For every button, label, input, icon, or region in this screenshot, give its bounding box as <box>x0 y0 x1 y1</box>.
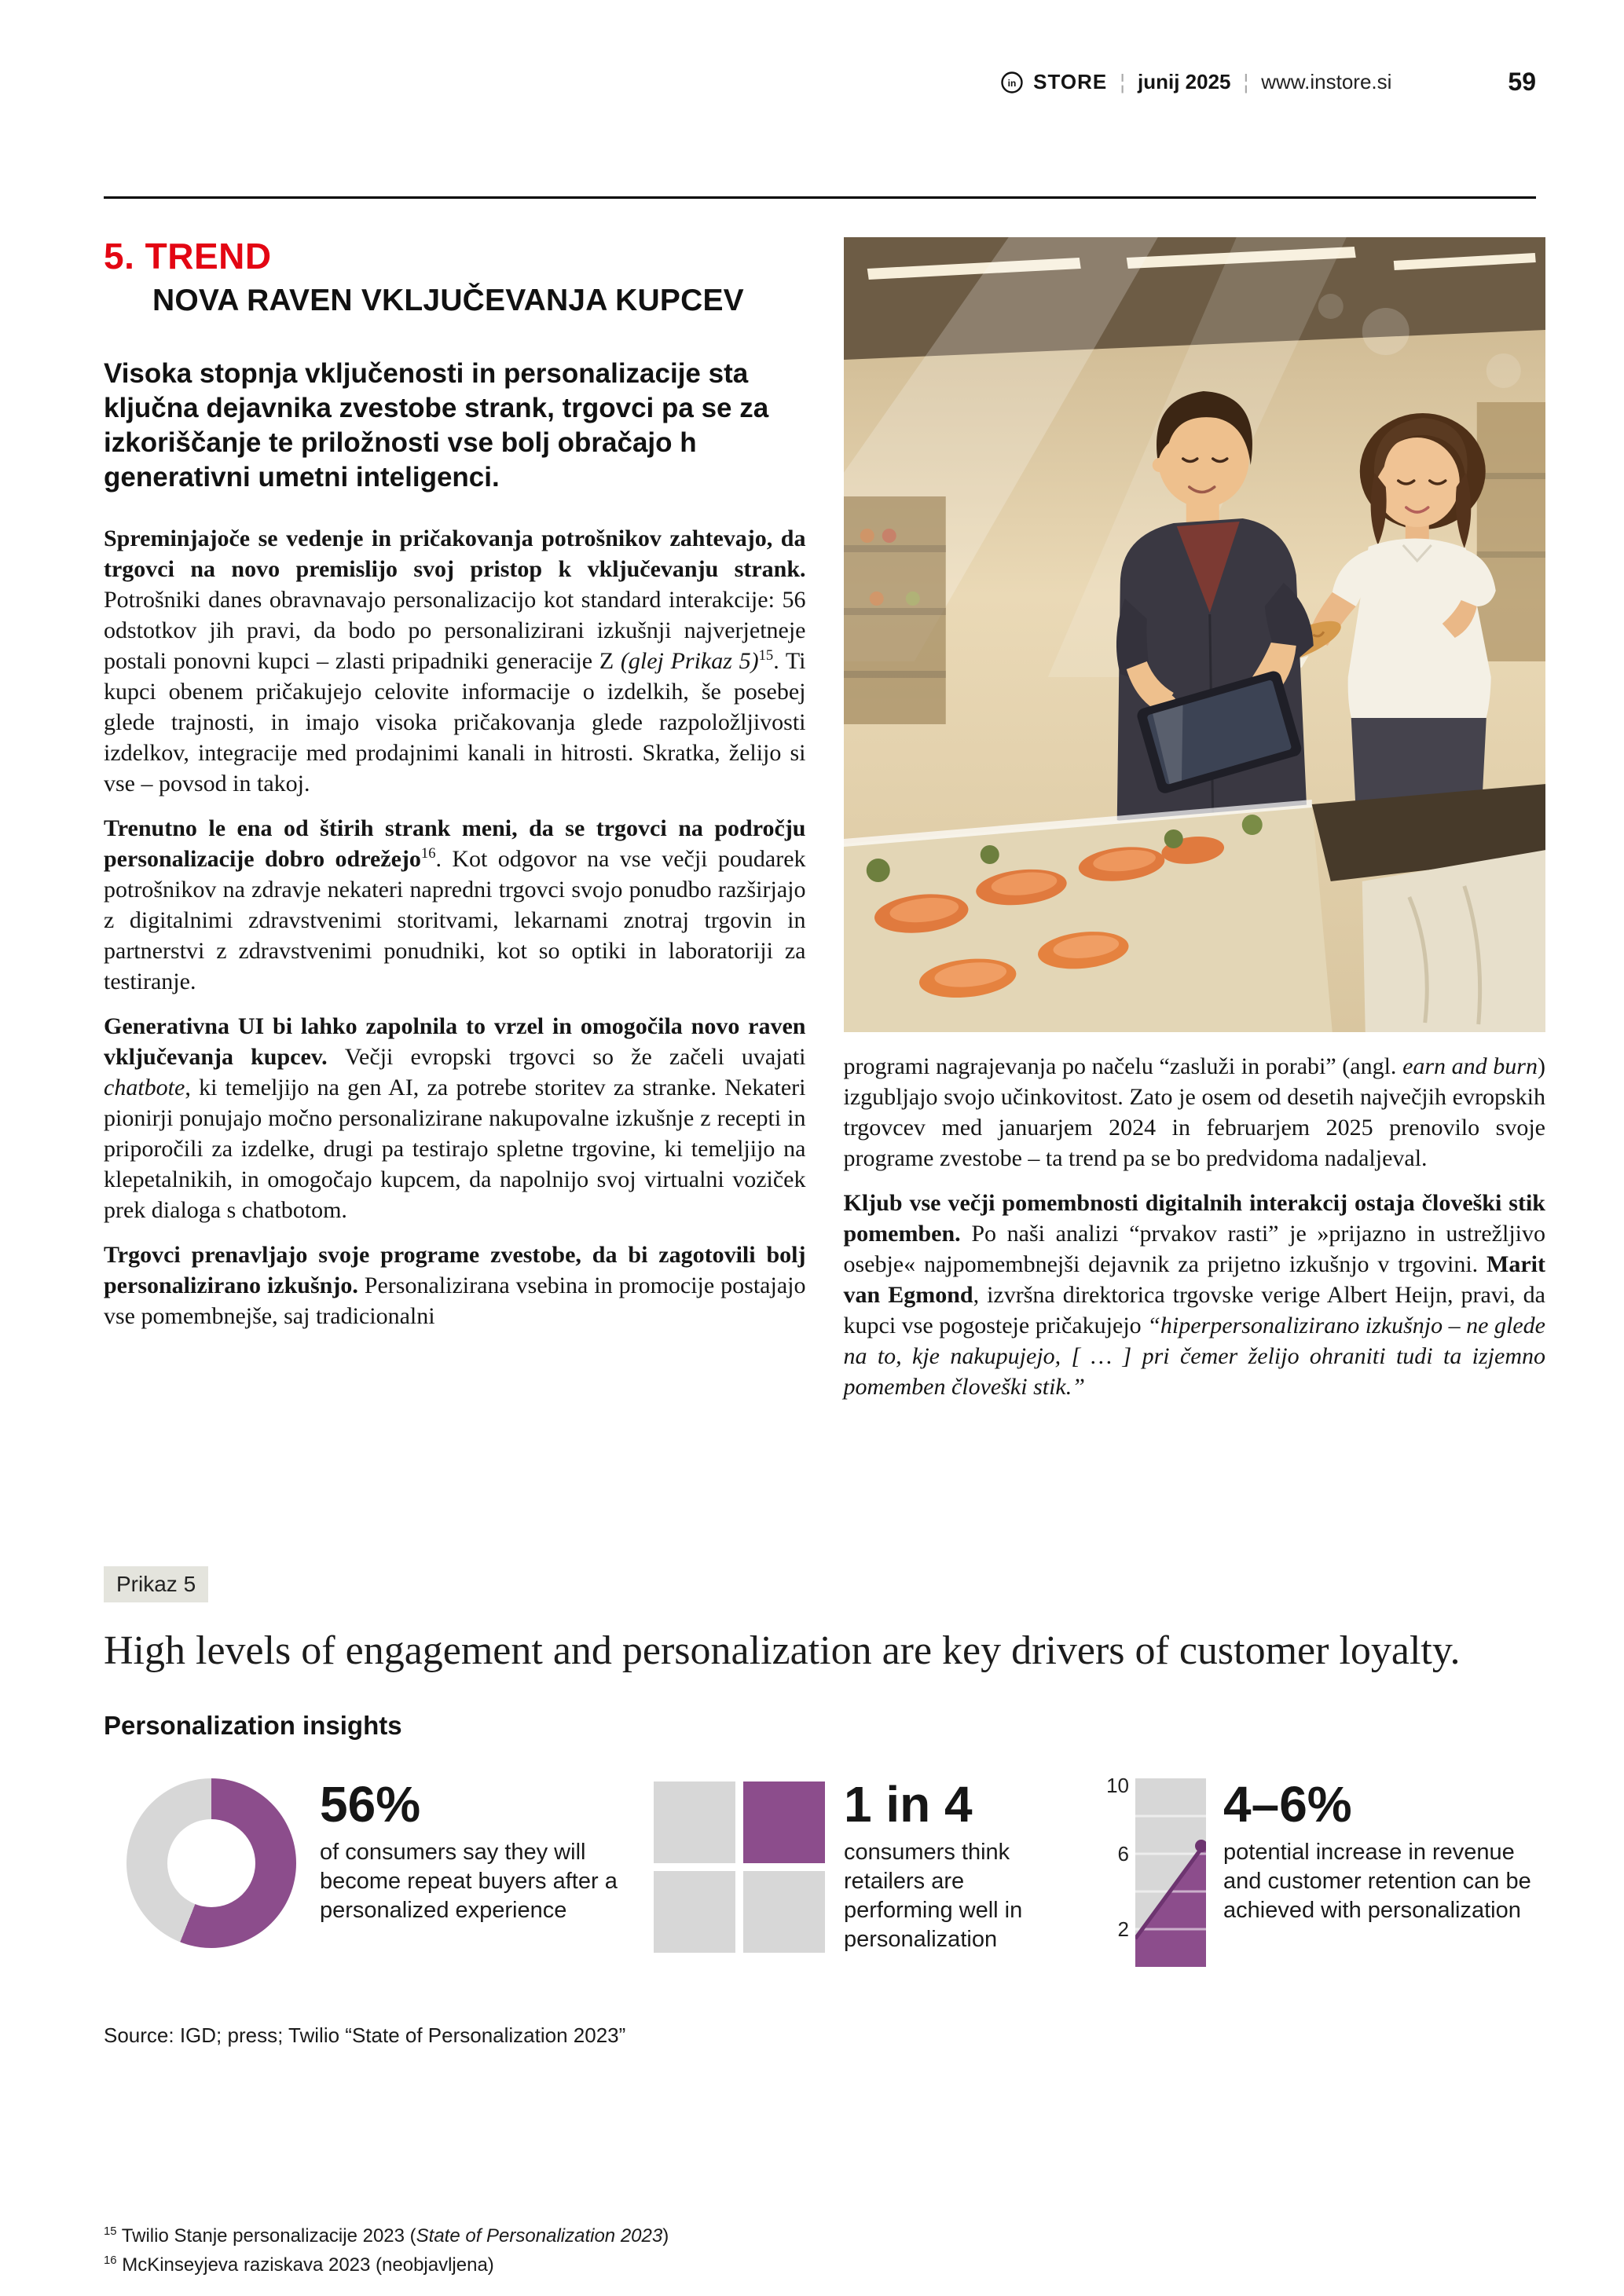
stat-description: of consumers say they will become repeat buyers after a personalized experience <box>320 1840 618 1923</box>
growth-chart <box>1135 1778 1206 1967</box>
page-number: 59 <box>1508 68 1536 96</box>
footnote: $^{15}$ Twilio Stanje personalizacije 2023 (State of Personalization 2023) <box>104 2225 669 2247</box>
stat-revenue-increase <box>1088 1774 1545 1967</box>
stat-description: potential increase in revenue and customer retention can be achieved with personalization <box>1223 1840 1531 1923</box>
article-paragraph: Trgovci prenavljajo svoje programe zvestobe, da bi zagotovili bolj personalizirano izkušnjo. Personalizirana vsebina in promocije postajajo vse pomembnejše, saj tradicionalni <box>104 1242 806 1329</box>
masthead-url: www.instore.si <box>1261 70 1392 93</box>
grid-cell <box>654 1871 735 1953</box>
stat-text <box>844 1776 1072 1954</box>
store-illustration <box>844 237 1546 1032</box>
article-right-column <box>844 236 1546 1416</box>
article-left-column <box>104 236 806 1416</box>
stat-value: 56% <box>320 1776 421 1833</box>
stat-repeat-buyers <box>126 1778 634 1948</box>
stats-row <box>104 1774 1545 1979</box>
growth-chart-wrap <box>1088 1774 1206 1967</box>
section-kicker: 5. TREND <box>104 236 272 276</box>
stat-value: 4–6% <box>1223 1776 1352 1833</box>
stat-description: consumers think retailers are performing well in personalization <box>844 1840 1023 1952</box>
article-paragraph: Spreminjajoče se vedenje in pričakovanja potrošnikov zahtevajo, da trgovci na novo premislijo svoj pristop k vključevanju strank. Potrošniki danes obravnavajo personalizacijo kot standard interakcije: 56 odstotkov jih pravi, da bodo po personalizirani izkušnji najverjetneje postali ponovni kupci – zlasti pripadniki generacije Z (glej Prikaz 5)$^{15}$. Ti kupci obenem pričakujejo celovite informacije o izdelkih, še posebej glede trajnosti, in imajo visoka pričakovanja glede razpoložljivosti izdelkov, integracije med prodajnimi kanali in hitrosti. Skratka, želijo si vse – povsod in takoj. <box>104 525 806 796</box>
axis-tick-label: 10 <box>1106 1774 1129 1797</box>
masthead-brand-group <box>1000 70 1391 94</box>
exhibit-title: High levels of engagement and personalization are key drivers of customer loyalty. <box>104 1628 1461 1673</box>
article-lead: Visoka stopnja vključenosti in personalizacije sta ključna dejavnika zvestobe strank, trgovci pa se za izkoriščanje te priložnosti vse bolj obračajo h generativni umetni inteligenci. <box>104 358 769 493</box>
exhibit-label: Prikaz 5 <box>104 1566 208 1602</box>
article-paragraph: Trenutno le ena od štirih strank meni, da se trgovci na področju personalizacije dobro odrežejo$^{16}$. Kot odgovor na vse večji poudarek potrošnikov na zdravje nekateri napredni trgovci svojo ponudbo razširjajo z digitalnimi zdravstvenimi storitvami, lekarnami znotraj trgovin in partnerstvi z zdravstvenimi ponudniki, kot so optiki in laboratoriji za testiranje. <box>104 815 806 994</box>
axis-tick-label: 6 <box>1117 1842 1129 1866</box>
svg-text:in: in <box>1007 77 1017 89</box>
article-title: NOVA RAVEN VKLJUČEVANJA KUPCEV <box>152 284 744 317</box>
exhibit-subtitle: Personalization insights <box>104 1711 402 1740</box>
stat-value: 1 in 4 <box>844 1776 973 1833</box>
article <box>104 236 1545 1416</box>
grid-cell <box>654 1782 735 1863</box>
source-note: Source: IGD; press; Twilio “State of Personalization 2023” <box>104 2023 626 2047</box>
stat-text <box>320 1776 634 1925</box>
instore-logo-icon <box>1000 71 1024 94</box>
masthead-separator-icon: ¦ <box>1243 70 1249 93</box>
masthead-date: junij 2025 <box>1137 70 1231 93</box>
masthead-brand: STORE <box>1033 70 1108 93</box>
footnote: $^{16}$ McKinseyjeva raziskava 2023 (neobjavljena) <box>104 2254 494 2276</box>
grid-cell-highlight <box>743 1782 825 1863</box>
article-paragraph: programi nagrajevanja po načelu “zasluži in porabi” (angl. earn and burn) izgubljajo svojo učinkovitost. Zato je osem od desetih največjih evropskih trgovcev med januarjem 2024 in februarjem 2025 prenovilo svoje programe zvestobe – ta trend pa se bo predvidoma nadaljeval. <box>843 1053 1545 1171</box>
one-in-four-grid <box>654 1782 825 1953</box>
masthead <box>104 68 1536 97</box>
axis-tick-label: 2 <box>1117 1917 1129 1941</box>
article-paragraph: Kljub vse večji pomembnosti digitalnih interakcij ostaja človeški stik pomemben. Po naši analizi “prvakov rasti” je »prijazno in ustrežljivo osebje« najpomembnejši dejavnik za prijetno izkušnjo v trgovini. Marit van Egmond, izvršna direktorica trgovske verige Albert Heijn, pravi, da kupci vse pogosteje pričakujejo “hiperpersonalizirano izkušnjo – ne glede na to, kje nakupujejo, [ … ] pri čemer želijo ohraniti tudi ta izjemno pomemben človeški stik.” <box>843 1190 1545 1400</box>
stat-text <box>1223 1776 1545 1925</box>
exhibit-5 <box>104 1566 1545 2048</box>
footnotes <box>104 2221 669 2280</box>
donut-chart <box>126 1778 296 1948</box>
masthead-rule <box>104 196 1536 199</box>
masthead-separator-icon: ¦ <box>1120 70 1125 93</box>
grid-cell <box>743 1871 825 1953</box>
article-paragraph: Generativna UI bi lahko zapolnila to vrzel in omogočila novo raven vključevanja kupcev. Večji evropski trgovci so že začeli uvajati chatbote, ki temeljijo na gen AI, za potrebe storitev za stranke. Nekateri pionirji ponujajo močno personalizirane nakupovalne izkušnje z recepti in priporočili za izdelke, drugi pa testirajo spletne trgovine, ki temeljijo na klepetalnikih, in omogočajo kupcem, da napolnijo svoj virtualni voziček prek dialoga s chatbotom. <box>104 1013 806 1223</box>
stat-one-in-four <box>654 1778 1072 1954</box>
